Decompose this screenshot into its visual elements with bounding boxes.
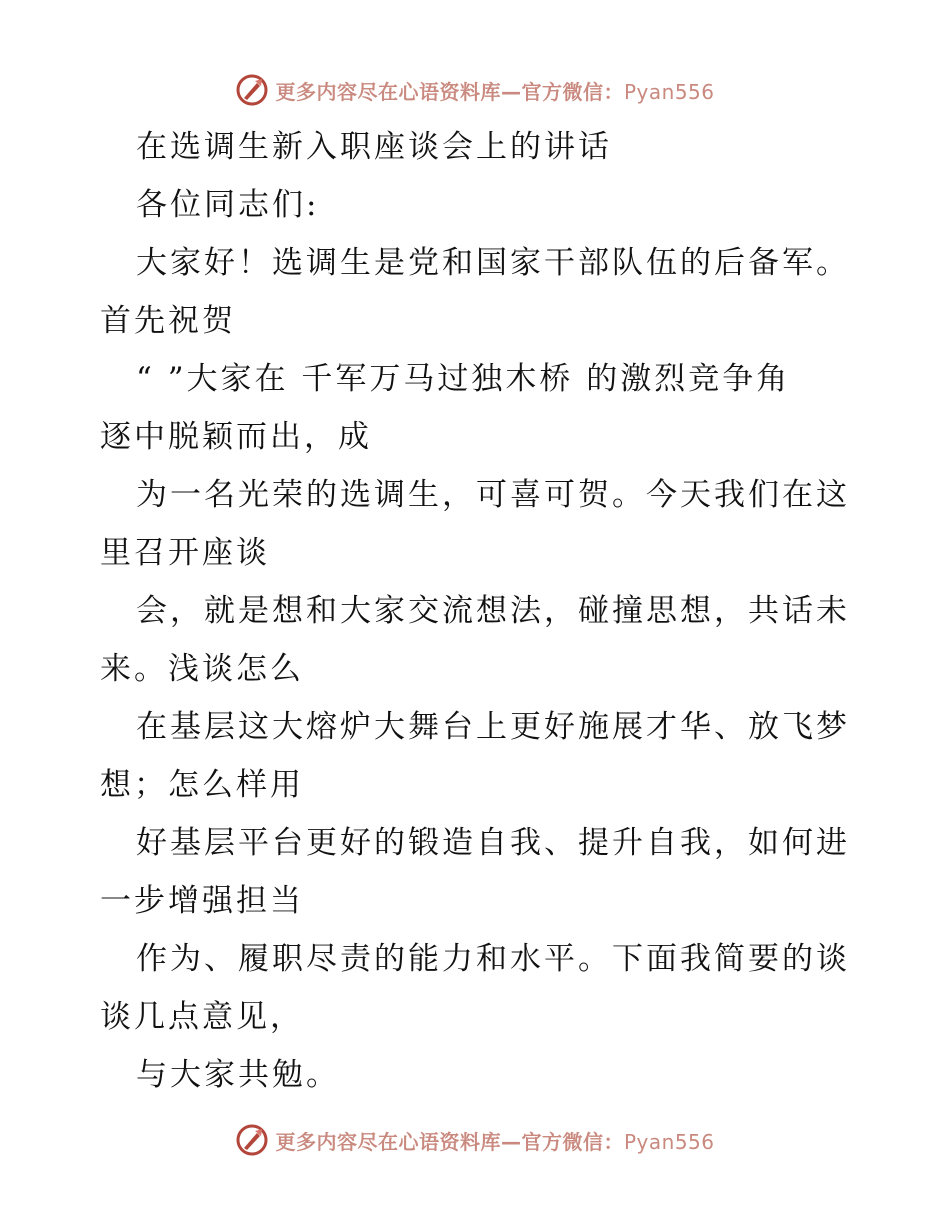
paragraph-line: 在基层这大熔炉大舞台上更好施展才华、放飞梦 xyxy=(136,709,850,745)
document-body xyxy=(100,118,860,1104)
footer-watermark xyxy=(0,1118,950,1162)
paragraph-line: 一步增强担当 xyxy=(100,883,304,919)
paragraph-line: 首先祝贺 xyxy=(100,303,236,339)
header-watermark xyxy=(0,68,950,112)
paragraph-line: 大家好！选调生是党和国家干部队伍的后备军。 xyxy=(136,245,850,281)
document-title: 在选调生新入职座谈会上的讲话 xyxy=(136,129,612,165)
paragraph-line: 逐中脱颖而出，成 xyxy=(100,419,372,455)
paragraph-line: 想；怎么样用 xyxy=(100,767,304,803)
salutation: 各位同志们: xyxy=(136,187,320,223)
paragraph-line: 谈几点意见， xyxy=(100,999,304,1035)
quill-logo-icon xyxy=(235,73,269,107)
paragraph-line: 作为、履职尽责的能力和水平。下面我简要的谈 xyxy=(136,941,850,977)
paragraph-line: 来。浅谈怎么 xyxy=(100,651,304,687)
paragraph-line: 好基层平台更好的锻造自我、提升自我，如何进 xyxy=(136,825,850,861)
watermark-text: 更多内容尽在心语资料库—官方微信：Pyan556 xyxy=(275,1129,715,1154)
paragraph-line: 里召开座谈 xyxy=(100,535,270,571)
paragraph-line: “ ”大家在 千军万马过独木桥 的激烈竞争角 xyxy=(136,361,791,397)
paragraph-line: 与大家共勉。 xyxy=(136,1057,340,1093)
paragraph-line: 会，就是想和大家交流想法，碰撞思想，共话未 xyxy=(136,593,850,629)
paragraph-line: 为一名光荣的选调生，可喜可贺。今天我们在这 xyxy=(136,477,850,513)
watermark-text: 更多内容尽在心语资料库—官方微信：Pyan556 xyxy=(275,79,715,104)
quill-logo-icon xyxy=(235,1123,269,1157)
